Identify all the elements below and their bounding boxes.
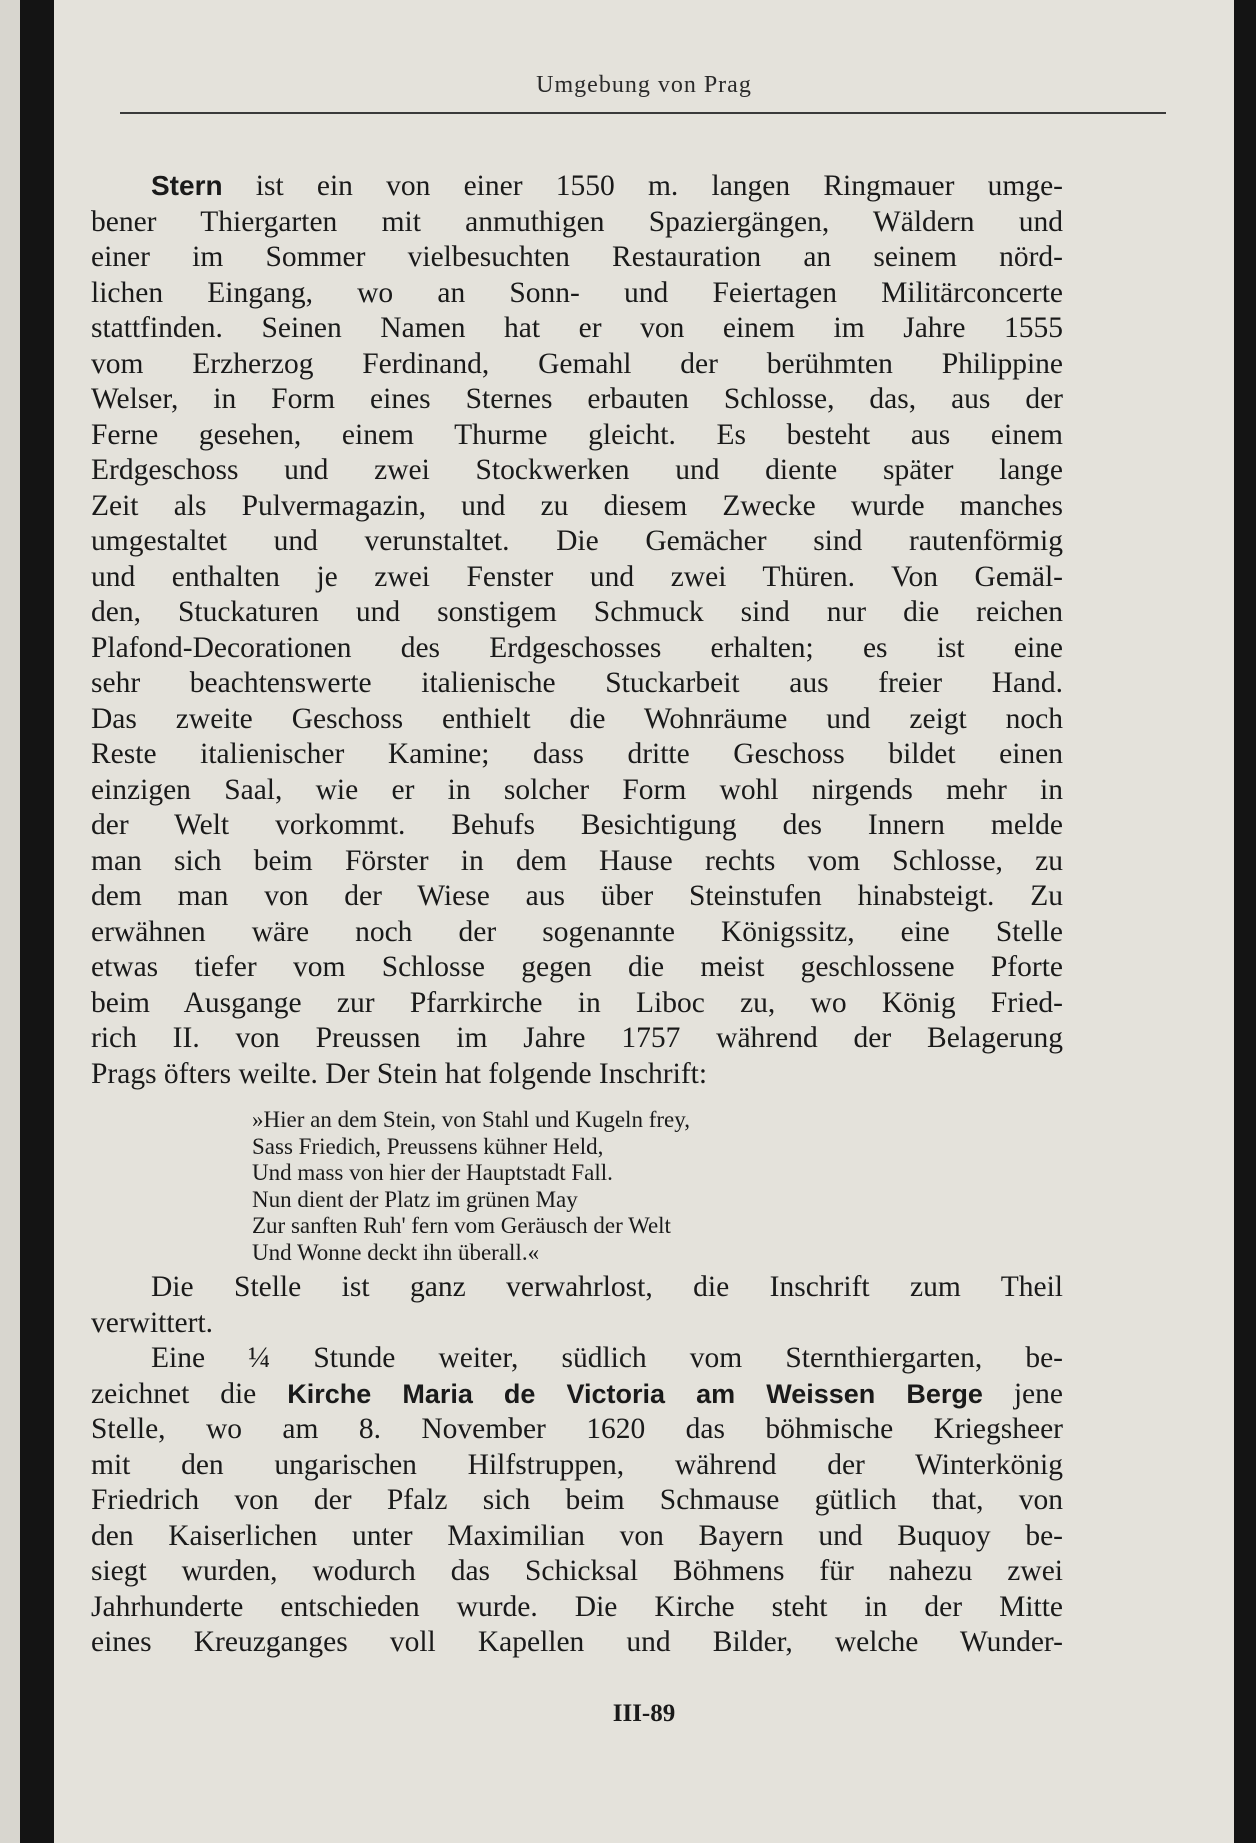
inscription-poem [252,1107,690,1266]
text-line: Ferne gesehen, einem Thurme gleicht. Es besteht aus einem [91,418,1063,451]
text-line: Friedrich von der Pfalz sich beim Schmause gütlich that, von [91,1484,1063,1516]
text-line: erwähnen wäre noch der sogenannte Königssitz, eine Stelle [91,915,1063,948]
text-line: eines Kreuzganges voll Kapellen und Bilder, welche Wunder- [91,1626,1063,1658]
text-line: vom Erzherzog Ferdinand, Gemahl der berühmten Philippine [91,347,1063,380]
text-line: mit den ungarischen Hilfstruppen, während der Winterkönig [91,1448,1063,1481]
text-line: man sich beim Förster in dem Hause rechts vom Schlosse, zu [91,844,1063,877]
poem-line: Und mass von hier der Hauptstadt Fall. [252,1160,613,1185]
poem-line: Sass Friedich, Preussens kühner Held, [252,1133,604,1159]
paragraph-inscription-note [91,1270,1063,1341]
text-line: und enthalten je zwei Fenster und zwei Thüren. Von Gemäl- [91,560,1063,593]
adjacent-page-edge [0,0,20,1843]
book-page [54,0,1234,1843]
text-line: etwas tiefer vom Schlosse gegen die meist geschlossene Pforte [91,951,1063,983]
running-header: Umgebung von Prag [536,72,752,98]
text-line: den, Stuckaturen und sonstigem Schmuck sind nur die reichen [91,596,1063,628]
paragraph-weisser-berg [91,1341,1063,1661]
text-line: verwittert. [91,1306,214,1339]
text-line: Reste italienischer Kamine; dass dritte Geschoss bildet einen [91,738,1063,770]
text-line: rich II. von Preussen im Jahre 1757 während der Belagerung [91,1022,1063,1054]
poem-line: Und Wonne deckt ihn überall.« [252,1239,540,1265]
text-line: Das zweite Geschoss enthielt die Wohnräume und zeigt noch [91,702,1063,735]
text-line: Stern ist ein von einer 1550 m. langen Ringmauer umge- [151,170,1063,202]
heading-stern: Stern [151,170,223,201]
text-line: der Welt vorkommt. Behufs Besichtigung des Innern melde [91,809,1063,841]
poem-line: Zur sanften Ruh' fern vom Geräusch der Welt [252,1213,671,1238]
text-line: stattfinden. Seinen Namen hat er von einem im Jahre 1555 [91,312,1063,344]
text-line: Erdgeschoss und zwei Stockwerken und diente später lange [91,454,1063,486]
text-line: lichen Eingang, wo an Sonn- und Feiertagen Militärconcerte [91,276,1063,309]
text-line: Prags öfters weilte. Der Stein hat folgende Inschrift: [91,1057,708,1090]
text-line: Eine ¼ Stunde weiter, südlich vom Sternthiergarten, be- [151,1342,1063,1374]
paragraph-stern [91,168,1063,1092]
text-line: dem man von der Wiese aus über Steinstufen hinabsteigt. Zu [91,880,1063,912]
text-line: Zeit als Pulvermagazin, und zu diesem Zwecke wurde manches [91,489,1063,522]
text-line: Plafond-Decorationen des Erdgeschosses erhalten; es ist eine [91,631,1063,664]
page-number: III-89 [612,1700,676,1727]
text-line: sehr beachtenswerte italienische Stuckarbeit aus freier Hand. [91,667,1063,699]
text-line: siegt wurden, wodurch das Schicksal Böhmens für nahezu zwei [91,1555,1063,1587]
text-line: Jahrhunderte entschieden wurde. Die Kirche steht in der Mitte [91,1590,1063,1623]
text-line: Stelle, wo am 8. November 1620 das böhmische Kriegsheer [91,1413,1063,1445]
text-line: beim Ausgange zur Pfarrkirche in Liboc zu, wo König Fried- [91,986,1063,1019]
text-line: Welser, in Form eines Sternes erbauten Schlosse, das, aus der [91,383,1063,415]
text-line: einer im Sommer vielbesuchten Restauration an seinem nörd- [91,241,1063,273]
text-line: den Kaiserlichen unter Maximilian von Bayern und Buquoy be- [91,1519,1063,1552]
poem-line: »Hier an dem Stein, von Stahl und Kugeln frey, [252,1107,690,1132]
poem-line: Nun dient der Platz im grünen May [252,1186,578,1212]
text-line: bener Thiergarten mit anmuthigen Spaziergängen, Wäldern und [91,205,1063,238]
text-line: einzigen Saal, wie er in solcher Form wohl nirgends mehr in [91,773,1063,806]
text-line: umgestaltet und verunstaltet. Die Gemächer sind rautenförmig [91,525,1063,557]
text-line: Die Stelle ist ganz verwahrlost, die Inschrift zum Theil [151,1271,1063,1303]
header-rule [120,112,1166,114]
text-line: zeichnet die Kirche Maria de Victoria am Weissen Berge jene [91,1377,1063,1410]
heading-kirche: Kirche Maria de Victoria am Weissen Berge [287,1378,983,1409]
